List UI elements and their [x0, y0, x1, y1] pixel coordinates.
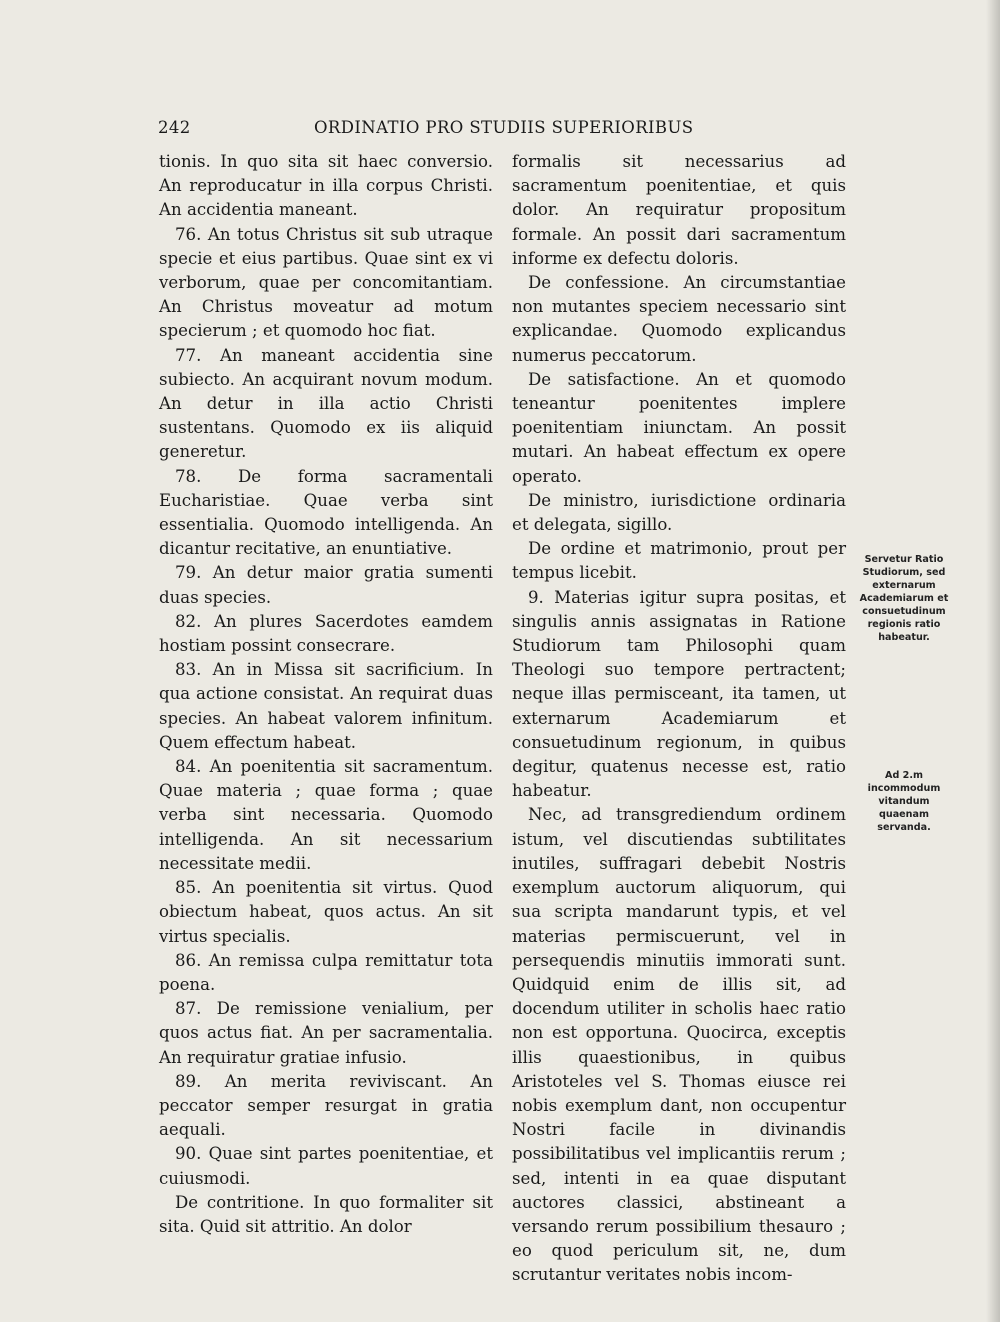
- paragraph: 86. An remissa culpa remittatur tota poena.: [159, 950, 493, 994]
- page-header: [158, 118, 848, 142]
- paragraph: formalis sit necessarius ad sacramentum poenitentiae, et quis dolor. An requiratur propositum formale. An possit dari sacramentum informe ex defectu doloris.: [512, 152, 846, 268]
- paragraph: 78. De forma sacramentali Eucharistiae. Quae verba sint essentialia. Quomodo intelligenda. An dicantur recitative, an enuntiative.: [159, 466, 493, 559]
- left-column: [159, 150, 493, 1239]
- paragraph: De ordine et matrimonio, prout per tempus licebit.: [512, 539, 846, 583]
- paragraph: 82. An plures Sacerdotes eamdem hostiam possint consecrare.: [159, 611, 493, 656]
- running-title: ORDINATIO PRO STUDIIS SUPERIORIBUS: [314, 118, 694, 137]
- paragraph: 87. De remissione venialium, per quos actus fiat. An per sacramentalia. An requiratur gratiae infusio.: [159, 999, 493, 1067]
- paragraph: 83. An in Missa sit sacrificium. In qua actione consistat. An requirat duas species. An habeat valorem infinitum. Quem effectum habeat.: [159, 660, 493, 752]
- paragraph: 84. An poenitentia sit sacramentum. Quae materia ; quae forma ; quae verba sint necessaria. Quomodo intelligenda. An sit necessarium necessitate medii.: [159, 757, 493, 873]
- paragraph: 79. An detur maior gratia sumenti duas species.: [159, 563, 493, 607]
- paragraph: tionis. In quo sita sit haec conversio. An reproducatur in illa corpus Christi. An accidentia maneant.: [159, 152, 493, 220]
- margin-note: Servetur Ratio Studiorum, sed externarum Academiarum et consuetudinum regionis ratio habeatur.: [859, 554, 949, 643]
- page-edge-shadow: [986, 0, 1000, 1322]
- paragraph: 9. Materias igitur supra positas, et singulis annis assignatas in Ratione Studiorum tam Philosophi quam Theologi suo tempore pertractent; neque illas permisceant, ita tamen, ut externarum Academiarum et consuetudinum regionum, in quibus degitur, quatenus necesse est, ratio habeatur.: [512, 587, 846, 801]
- paragraph: De confessione. An circumstantiae non mutantes speciem necessario sint explicandae. Quomodo explicandus numerus peccatorum.: [512, 273, 846, 365]
- paragraph: De contritione. In quo formaliter sit sita. Quid sit attritio. An dolor: [159, 1192, 493, 1236]
- paragraph: Nec, ad transgrediendum ordinem istum, vel discutiendas subtilitates inutiles, suffragari debebit Nostris exemplum auctorum aliquorum, qui sua scripta mandarunt typis, et vel materias permiscuerunt, vel in persequendis minutiis immorati sunt. Quidquid enim de illis sit, ad docendum utiliter in scholis haec ratio non est opportuna. Quocirca, exceptis illis quaestionibus, in quibus Aristoteles vel S. Thomas eiusce rei nobis exemplum dant, non occupentur Nostri facile in divinandis possibilitatibus vel implicantiis rerum ; sed, intenti in ea quae disputant auctores classici, abstineant a versando rerum possibilium thesauro ; eo quod periculum sit, ne, dum scrutantur veritates nobis incom-: [512, 805, 846, 1285]
- paragraph: 77. An maneant accidentia sine subiecto. An acquirant novum modum. An detur in illa actio Christi sustentans. Quomodo ex iis aliquid generetur.: [159, 345, 493, 462]
- paragraph: De satisfactione. An et quomodo teneantur poenitentes implere poenitentiam iniunctam. An possit mutari. An habeat effectum ex opere operato.: [512, 369, 846, 486]
- paragraph: 90. Quae sint partes poenitentiae, et cuiusmodi.: [159, 1144, 493, 1188]
- paragraph: De ministro, iurisdictione ordinaria et delegata, sigillo.: [512, 490, 846, 535]
- page-number: 242: [158, 118, 191, 137]
- paragraph: 76. An totus Christus sit sub utraque specie et eius partibus. Quae sint ex vi verborum, quae per concomitantiam. An Christus moveatur ad motum specierum ; et quomodo hoc fiat.: [159, 224, 493, 341]
- margin-note: Ad 2.m incommodum vitandum quaenam servanda.: [867, 770, 941, 833]
- paragraph: 85. An poenitentia sit virtus. Quod obiectum habeat, quos actus. An sit virtus specialis.: [159, 878, 493, 946]
- paragraph: 89. An merita reviviscant. An peccator semper resurgat in gratia aequali.: [159, 1071, 493, 1140]
- right-column: [512, 150, 846, 1288]
